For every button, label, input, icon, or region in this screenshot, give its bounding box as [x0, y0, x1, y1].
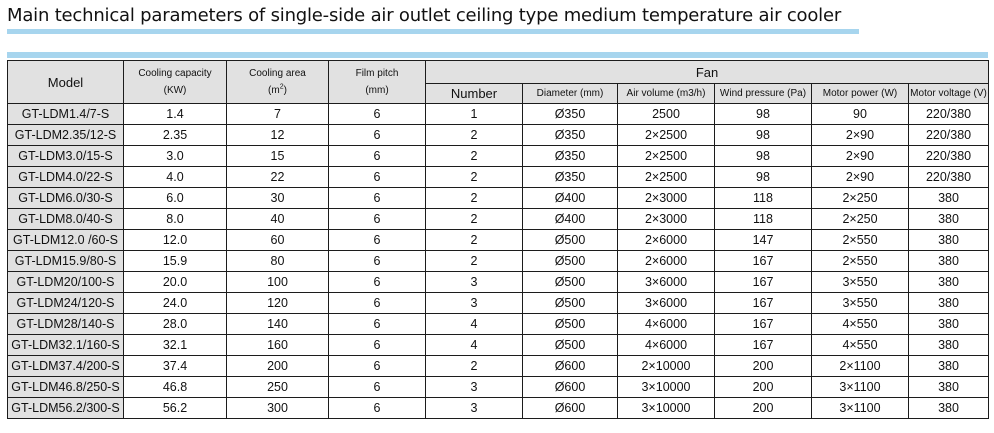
motor-voltage-cell: 380 [909, 356, 989, 377]
table-body [8, 104, 989, 419]
diameter-cell: Ø500 [523, 251, 618, 272]
wind-pressure-cell: 118 [715, 188, 812, 209]
motor-power-cell: 90 [812, 104, 909, 125]
table-row [8, 377, 989, 398]
diameter-cell: Ø500 [523, 230, 618, 251]
motor-voltage-cell: 380 [909, 230, 989, 251]
header-motor-voltage: Motor voltage (V) [909, 84, 989, 104]
cooling-capacity-cell: 8.0 [124, 209, 227, 230]
table-row [8, 230, 989, 251]
cooling-area-cell: 200 [227, 356, 329, 377]
table-top-rule [7, 52, 988, 58]
cooling-area-cell: 40 [227, 209, 329, 230]
wind-pressure-cell: 98 [715, 125, 812, 146]
model-cell: GT-LDM12.0 /60-S [8, 230, 124, 251]
model-cell: GT-LDM37.4/200-S [8, 356, 124, 377]
diameter-cell: Ø350 [523, 125, 618, 146]
header-cooling-area [227, 61, 329, 104]
air-volume-cell: 3×6000 [618, 272, 715, 293]
wind-pressure-cell: 200 [715, 398, 812, 419]
cooling-capacity-cell: 12.0 [124, 230, 227, 251]
air-volume-cell: 2500 [618, 104, 715, 125]
cooling-area-cell: 22 [227, 167, 329, 188]
motor-voltage-cell: 380 [909, 272, 989, 293]
table-row [8, 146, 989, 167]
wind-pressure-cell: 167 [715, 272, 812, 293]
header-cooling-capacity [124, 61, 227, 104]
film-pitch-cell: 6 [329, 377, 426, 398]
film-pitch-cell: 6 [329, 272, 426, 293]
motor-voltage-cell: 220/380 [909, 104, 989, 125]
header-air-volume: Air volume (m3/h) [618, 84, 715, 104]
film-pitch-cell: 6 [329, 335, 426, 356]
model-cell: GT-LDM4.0/22-S [8, 167, 124, 188]
header-diameter: Diameter (mm) [523, 84, 618, 104]
air-volume-cell: 2×2500 [618, 125, 715, 146]
cooling-area-cell: 60 [227, 230, 329, 251]
cooling-capacity-cell: 4.0 [124, 167, 227, 188]
cooling-area-cell: 100 [227, 272, 329, 293]
air-volume-cell: 2×10000 [618, 356, 715, 377]
header-film-pitch-unit: (mm) [365, 85, 389, 96]
model-cell: GT-LDM46.8/250-S [8, 377, 124, 398]
table-row [8, 188, 989, 209]
film-pitch-cell: 6 [329, 104, 426, 125]
cooling-capacity-cell: 1.4 [124, 104, 227, 125]
wind-pressure-cell: 167 [715, 293, 812, 314]
diameter-cell: Ø350 [523, 104, 618, 125]
motor-voltage-cell: 380 [909, 314, 989, 335]
header-cooling-capacity-label: Cooling capacity [138, 68, 212, 79]
cooling-capacity-cell: 24.0 [124, 293, 227, 314]
fan-number-cell: 2 [426, 356, 523, 377]
air-volume-cell: 2×2500 [618, 167, 715, 188]
diameter-cell: Ø350 [523, 167, 618, 188]
model-cell: GT-LDM20/100-S [8, 272, 124, 293]
film-pitch-cell: 6 [329, 230, 426, 251]
wind-pressure-cell: 167 [715, 251, 812, 272]
motor-power-cell: 3×550 [812, 293, 909, 314]
wind-pressure-cell: 98 [715, 146, 812, 167]
air-volume-cell: 2×3000 [618, 209, 715, 230]
motor-voltage-cell: 380 [909, 398, 989, 419]
wind-pressure-cell: 167 [715, 314, 812, 335]
air-volume-cell: 3×6000 [618, 293, 715, 314]
air-volume-cell: 3×10000 [618, 377, 715, 398]
motor-power-cell: 4×550 [812, 335, 909, 356]
wind-pressure-cell: 200 [715, 356, 812, 377]
diameter-cell: Ø400 [523, 188, 618, 209]
fan-number-cell: 2 [426, 230, 523, 251]
fan-number-cell: 1 [426, 104, 523, 125]
title-underline [7, 29, 859, 34]
motor-power-cell: 2×250 [812, 209, 909, 230]
motor-voltage-cell: 380 [909, 251, 989, 272]
table-row [8, 167, 989, 188]
header-row-top [8, 61, 989, 84]
fan-number-cell: 2 [426, 188, 523, 209]
model-cell: GT-LDM8.0/40-S [8, 209, 124, 230]
cooling-capacity-cell: 46.8 [124, 377, 227, 398]
fan-number-cell: 2 [426, 167, 523, 188]
motor-voltage-cell: 220/380 [909, 167, 989, 188]
header-motor-power: Motor power (W) [812, 84, 909, 104]
model-cell: GT-LDM15.9/80-S [8, 251, 124, 272]
cooling-area-cell: 12 [227, 125, 329, 146]
cooling-capacity-cell: 28.0 [124, 314, 227, 335]
model-cell: GT-LDM28/140-S [8, 314, 124, 335]
cooling-area-cell: 300 [227, 398, 329, 419]
motor-power-cell: 2×1100 [812, 356, 909, 377]
header-cooling-capacity-unit: (KW) [163, 85, 187, 96]
film-pitch-cell: 6 [329, 398, 426, 419]
header-wind-pressure: Wind pressure (Pa) [715, 84, 812, 104]
diameter-cell: Ø600 [523, 398, 618, 419]
header-film-pitch [329, 61, 426, 104]
table-row [8, 272, 989, 293]
diameter-cell: Ø600 [523, 377, 618, 398]
cooling-capacity-cell: 3.0 [124, 146, 227, 167]
wind-pressure-cell: 98 [715, 167, 812, 188]
wind-pressure-cell: 118 [715, 209, 812, 230]
header-cooling-area-label: Cooling area [249, 68, 306, 79]
table-row [8, 356, 989, 377]
model-cell: GT-LDM24/120-S [8, 293, 124, 314]
fan-number-cell: 2 [426, 251, 523, 272]
motor-power-cell: 2×250 [812, 188, 909, 209]
fan-number-cell: 3 [426, 293, 523, 314]
motor-voltage-cell: 380 [909, 335, 989, 356]
cooling-area-cell: 250 [227, 377, 329, 398]
motor-voltage-cell: 380 [909, 209, 989, 230]
cooling-area-cell: 160 [227, 335, 329, 356]
cooling-capacity-cell: 32.1 [124, 335, 227, 356]
air-volume-cell: 2×3000 [618, 188, 715, 209]
motor-power-cell: 3×550 [812, 272, 909, 293]
header-model: Model [8, 61, 124, 104]
cooling-capacity-cell: 6.0 [124, 188, 227, 209]
diameter-cell: Ø400 [523, 209, 618, 230]
motor-power-cell: 3×1100 [812, 377, 909, 398]
air-volume-cell: 2×2500 [618, 146, 715, 167]
fan-number-cell: 3 [426, 398, 523, 419]
air-volume-cell: 2×6000 [618, 251, 715, 272]
table-row [8, 314, 989, 335]
model-cell: GT-LDM6.0/30-S [8, 188, 124, 209]
table-row [8, 209, 989, 230]
air-volume-cell: 2×6000 [618, 230, 715, 251]
film-pitch-cell: 6 [329, 146, 426, 167]
cooling-area-cell: 7 [227, 104, 329, 125]
table-row [8, 398, 989, 419]
film-pitch-cell: 6 [329, 167, 426, 188]
air-volume-cell: 4×6000 [618, 314, 715, 335]
diameter-cell: Ø600 [523, 356, 618, 377]
diameter-cell: Ø500 [523, 314, 618, 335]
motor-voltage-cell: 220/380 [909, 146, 989, 167]
model-cell: GT-LDM32.1/160-S [8, 335, 124, 356]
cooling-area-cell: 120 [227, 293, 329, 314]
motor-voltage-cell: 380 [909, 293, 989, 314]
fan-number-cell: 3 [426, 377, 523, 398]
cooling-area-cell: 80 [227, 251, 329, 272]
film-pitch-cell: 6 [329, 356, 426, 377]
page-title: Main technical parameters of single-side air outlet ceiling type medium temperature air cooler [7, 5, 842, 26]
cooling-capacity-cell: 2.35 [124, 125, 227, 146]
header-number: Number [426, 84, 523, 104]
motor-power-cell: 2×550 [812, 230, 909, 251]
header-film-pitch-label: Film pitch [355, 68, 399, 79]
cooling-area-cell: 15 [227, 146, 329, 167]
motor-voltage-cell: 380 [909, 377, 989, 398]
air-volume-cell: 3×10000 [618, 398, 715, 419]
cooling-capacity-cell: 56.2 [124, 398, 227, 419]
motor-power-cell: 2×90 [812, 167, 909, 188]
film-pitch-cell: 6 [329, 314, 426, 335]
film-pitch-cell: 6 [329, 188, 426, 209]
film-pitch-cell: 6 [329, 251, 426, 272]
parameters-table [7, 60, 989, 419]
cooling-capacity-cell: 15.9 [124, 251, 227, 272]
diameter-cell: Ø500 [523, 335, 618, 356]
wind-pressure-cell: 147 [715, 230, 812, 251]
film-pitch-cell: 6 [329, 125, 426, 146]
fan-number-cell: 4 [426, 335, 523, 356]
motor-voltage-cell: 380 [909, 188, 989, 209]
motor-power-cell: 2×90 [812, 125, 909, 146]
table-row [8, 251, 989, 272]
motor-power-cell: 3×1100 [812, 398, 909, 419]
cooling-capacity-cell: 37.4 [124, 356, 227, 377]
model-cell: GT-LDM3.0/15-S [8, 146, 124, 167]
model-cell: GT-LDM56.2/300-S [8, 398, 124, 419]
header-cooling-area-unit: $(m^2)$ [268, 83, 287, 96]
model-cell: GT-LDM1.4/7-S [8, 104, 124, 125]
wind-pressure-cell: 200 [715, 377, 812, 398]
film-pitch-cell: 6 [329, 209, 426, 230]
fan-number-cell: 3 [426, 272, 523, 293]
table-row [8, 335, 989, 356]
table-row [8, 104, 989, 125]
film-pitch-cell: 6 [329, 293, 426, 314]
fan-number-cell: 2 [426, 146, 523, 167]
diameter-cell: Ø350 [523, 146, 618, 167]
fan-number-cell: 2 [426, 125, 523, 146]
model-cell: GT-LDM2.35/12-S [8, 125, 124, 146]
cooling-area-cell: 140 [227, 314, 329, 335]
motor-power-cell: 2×90 [812, 146, 909, 167]
header-fan: Fan [426, 61, 989, 84]
wind-pressure-cell: 167 [715, 335, 812, 356]
motor-voltage-cell: 220/380 [909, 125, 989, 146]
diameter-cell: Ø500 [523, 272, 618, 293]
motor-power-cell: 2×550 [812, 251, 909, 272]
motor-power-cell: 4×550 [812, 314, 909, 335]
air-volume-cell: 4×6000 [618, 335, 715, 356]
diameter-cell: Ø500 [523, 293, 618, 314]
cooling-area-cell: 30 [227, 188, 329, 209]
table-row [8, 293, 989, 314]
wind-pressure-cell: 98 [715, 104, 812, 125]
cooling-capacity-cell: 20.0 [124, 272, 227, 293]
fan-number-cell: 2 [426, 209, 523, 230]
table-row [8, 125, 989, 146]
fan-number-cell: 4 [426, 314, 523, 335]
